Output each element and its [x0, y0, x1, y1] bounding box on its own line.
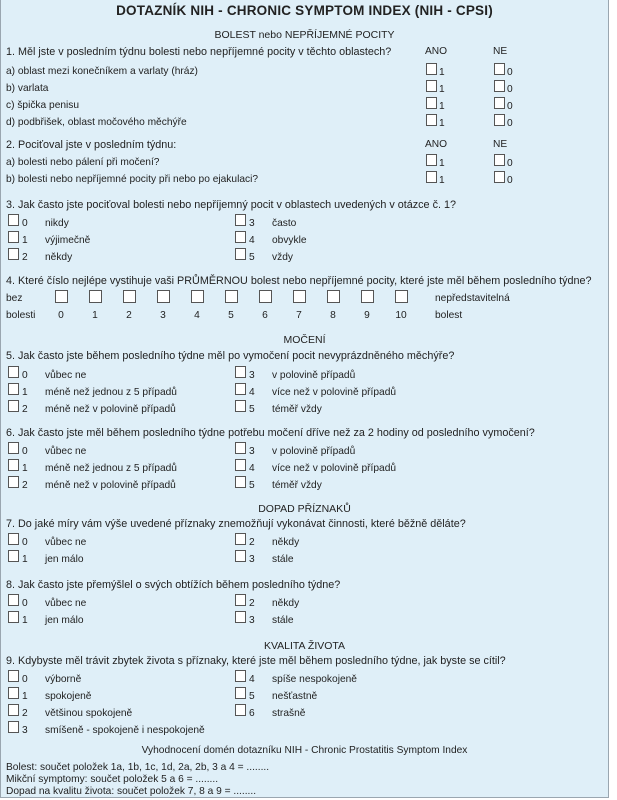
q1-no-header: NE: [493, 46, 508, 57]
q8-option-checkbox[interactable]: [235, 594, 246, 606]
q9-option-number: 2: [22, 708, 28, 719]
q8-option-number: 3: [249, 615, 255, 626]
q7-option-label: stále: [272, 554, 294, 565]
q6-option-label: méně než v polovině případů: [45, 480, 176, 491]
q1-item-yes-value: 1: [439, 67, 445, 78]
q9-option-label: spíše nespokojeně: [272, 674, 357, 685]
q6-option-label: méně než jednou z 5 případů: [45, 463, 177, 474]
q3-option-checkbox[interactable]: [8, 214, 19, 226]
q6-option-checkbox[interactable]: [8, 442, 19, 454]
q4-scale-checkbox[interactable]: [123, 290, 136, 303]
q5-option-number: 0: [22, 370, 28, 381]
q9-option-number: 1: [22, 691, 28, 702]
question-4-text: 4. Které číslo nejlépe vystihuje vaši PRŮMĚRNOU bolest nebo nepříjemné pocity, které jste měl během posledního týdne?: [6, 275, 592, 287]
q3-option-number: 2: [22, 252, 28, 263]
q7-option-label: někdy: [272, 537, 300, 548]
q9-option-checkbox[interactable]: [8, 670, 19, 682]
q3-option-label: někdy: [45, 252, 73, 263]
q8-option-label: jen málo: [45, 615, 84, 626]
q1-item-label: d) podbřišek, oblast močového měchýře: [6, 117, 187, 128]
q7-option-checkbox[interactable]: [235, 550, 246, 562]
q1-item-no-value: 0: [507, 101, 513, 112]
q3-option-number: 3: [249, 218, 255, 229]
evaluation-line-pain: Bolest: součet položek 1a, 1b, 1c, 1d, 2a, 2b, 3 a 4 = ........: [6, 762, 270, 773]
q1-item-no-checkbox[interactable]: [494, 80, 505, 92]
q5-option-number: 1: [22, 387, 28, 398]
q9-option-number: 3: [22, 725, 28, 736]
q2-item-no-checkbox[interactable]: [494, 171, 505, 183]
q5-option-label: téměř vždy: [272, 404, 322, 415]
q7-option-checkbox[interactable]: [8, 533, 19, 545]
q3-option-checkbox[interactable]: [235, 248, 246, 260]
q6-option-checkbox[interactable]: [8, 476, 19, 488]
q4-scale-checkbox[interactable]: [225, 290, 238, 303]
q9-option-number: 4: [249, 674, 255, 685]
q1-item-yes-checkbox[interactable]: [426, 97, 437, 109]
q4-scale-checkbox[interactable]: [191, 290, 204, 303]
q1-item-label: c) špička penisu: [6, 100, 80, 111]
q5-option-checkbox[interactable]: [8, 400, 19, 412]
form-title: DOTAZNÍK NIH - CHRONIC SYMPTOM INDEX (NIH - CPSI): [116, 3, 493, 18]
q4-scale-number: 0: [58, 310, 64, 321]
question-9-text: 9. Kdybyste měl trávit zbytek života s příznaky, které jste měl během posledního týdne, jak byste se cítil?: [6, 655, 506, 667]
question-7-text: 7. Do jaké míry vám výše uvedené příznaky znemožňují vykonávat činnosti, které běžně děláte?: [6, 518, 466, 530]
q4-scale-checkbox[interactable]: [259, 290, 272, 303]
q2-item-no-checkbox[interactable]: [494, 154, 505, 166]
evaluation-line-urination: Mikční symptomy: součet položek 5 a 6 = ........: [6, 774, 219, 785]
q1-item-no-value: 0: [507, 67, 513, 78]
q8-option-label: vůbec ne: [45, 598, 87, 609]
q2-item-no-value: 0: [507, 158, 513, 169]
q4-left-top-label: bez: [6, 293, 23, 304]
q5-option-label: méně než v polovině případů: [45, 404, 176, 415]
evaluation-line-quality: Dopad na kvalitu života: součet položek 7, 8 a 9 = ........: [6, 786, 257, 797]
question-8-text: 8. Jak často jste přemýšlel o svých obtížích během posledního týdne?: [6, 579, 341, 591]
q4-scale-checkbox[interactable]: [157, 290, 170, 303]
q1-item-yes-value: 1: [439, 118, 445, 129]
q4-right-bottom-label: bolest: [435, 310, 463, 321]
q1-item-label: a) oblast mezi konečníkem a varlaty (hráz): [6, 66, 198, 77]
q5-option-label: více než v polovině případů: [272, 387, 397, 398]
q5-option-checkbox[interactable]: [8, 366, 19, 378]
q4-scale-number: 3: [160, 310, 166, 321]
q4-scale-checkbox[interactable]: [361, 290, 374, 303]
q1-item-no-value: 0: [507, 84, 513, 95]
q1-item-yes-checkbox[interactable]: [426, 80, 437, 92]
q2-no-header: NE: [493, 139, 508, 150]
q6-option-label: v polovině případů: [272, 446, 356, 457]
q4-scale-checkbox[interactable]: [327, 290, 340, 303]
q8-option-checkbox[interactable]: [8, 611, 19, 623]
q5-option-checkbox[interactable]: [235, 366, 246, 378]
q5-option-number: 3: [249, 370, 255, 381]
q1-yes-header: ANO: [425, 46, 448, 57]
q5-option-checkbox[interactable]: [8, 383, 19, 395]
q1-item-yes-checkbox[interactable]: [426, 63, 437, 75]
q8-option-label: někdy: [272, 598, 300, 609]
q3-option-number: 4: [249, 235, 255, 246]
q9-option-checkbox[interactable]: [8, 721, 19, 733]
q3-option-number: 1: [22, 235, 28, 246]
q7-option-label: jen málo: [45, 554, 84, 565]
q4-scale-checkbox[interactable]: [89, 290, 102, 303]
q1-item-yes-value: 1: [439, 101, 445, 112]
evaluation-title: Vyhodnocení domén dotazníku NIH - Chronic Prostatitis Symptom Index: [141, 745, 468, 756]
q2-item-yes-checkbox[interactable]: [426, 154, 437, 166]
q6-option-checkbox[interactable]: [8, 459, 19, 471]
q3-option-checkbox[interactable]: [235, 231, 246, 243]
q1-item-label: b) varlata: [6, 83, 49, 94]
q4-scale-checkbox[interactable]: [55, 290, 68, 303]
q4-scale-number: 5: [228, 310, 234, 321]
q3-option-number: 0: [22, 218, 28, 229]
q8-option-checkbox[interactable]: [235, 611, 246, 623]
q9-option-number: 0: [22, 674, 28, 685]
q6-option-checkbox[interactable]: [235, 476, 246, 488]
q3-option-label: obvykle: [272, 235, 307, 246]
section-quality-heading: KVALITA ŽIVOTA: [263, 640, 346, 652]
q3-option-checkbox[interactable]: [235, 214, 246, 226]
q2-item-label: a) bolesti nebo pálení při močení?: [6, 157, 160, 168]
q9-option-label: většinou spokojeně: [45, 708, 133, 719]
q5-option-label: v polovině případů: [272, 370, 356, 381]
q6-option-label: téměř vždy: [272, 480, 322, 491]
q6-option-number: 4: [249, 463, 255, 474]
q5-option-label: méně než jednou z 5 případů: [45, 387, 177, 398]
question-3-text: 3. Jak často jste pociťoval bolesti nebo nepříjemný pocit v oblastech uvedených v otázce č. 1?: [6, 199, 456, 211]
q6-option-number: 2: [22, 480, 28, 491]
q2-item-yes-checkbox[interactable]: [426, 171, 437, 183]
q3-option-checkbox[interactable]: [8, 231, 19, 243]
q9-option-number: 6: [249, 708, 255, 719]
q2-item-no-value: 0: [507, 175, 513, 186]
q2-item-label: b) bolesti nebo nepříjemné pocity při nebo po ejakulaci?: [6, 174, 259, 185]
q4-scale-number: 1: [92, 310, 98, 321]
q9-option-label: strašně: [272, 708, 306, 719]
q5-option-number: 5: [249, 404, 255, 415]
q3-option-checkbox[interactable]: [8, 248, 19, 260]
q3-option-label: vždy: [272, 252, 293, 263]
q5-option-label: vůbec ne: [45, 370, 87, 381]
q4-scale-number: 4: [194, 310, 200, 321]
q7-option-number: 0: [22, 537, 28, 548]
q7-option-checkbox[interactable]: [8, 550, 19, 562]
q8-option-number: 0: [22, 598, 28, 609]
q9-option-label: smíšeně - spokojeně i nespokojeně: [45, 725, 205, 736]
q9-option-checkbox[interactable]: [235, 687, 246, 699]
q3-option-label: nikdy: [45, 218, 69, 229]
q4-scale-number: 8: [330, 310, 336, 321]
q4-scale-number: 7: [296, 310, 302, 321]
q4-scale-number: 6: [262, 310, 268, 321]
q2-yes-header: ANO: [425, 139, 448, 150]
q5-option-checkbox[interactable]: [235, 383, 246, 395]
q1-item-yes-checkbox[interactable]: [426, 114, 437, 126]
q7-option-number: 2: [249, 537, 255, 548]
q7-option-number: 3: [249, 554, 255, 565]
q3-option-number: 5: [249, 252, 255, 263]
q1-item-no-value: 0: [507, 118, 513, 129]
q5-option-number: 4: [249, 387, 255, 398]
q3-option-label: výjimečně: [45, 235, 91, 246]
q4-scale-number: 10: [395, 310, 407, 321]
q9-option-checkbox[interactable]: [8, 687, 19, 699]
section-urination-heading: MOČENÍ: [283, 334, 326, 346]
q7-option-number: 1: [22, 554, 28, 565]
q2-item-yes-value: 1: [439, 175, 445, 186]
q2-item-yes-value: 1: [439, 158, 445, 169]
q8-option-number: 1: [22, 615, 28, 626]
q9-option-checkbox[interactable]: [8, 704, 19, 716]
q3-option-label: často: [272, 218, 297, 229]
q9-option-label: spokojeně: [45, 691, 92, 702]
q8-option-checkbox[interactable]: [8, 594, 19, 606]
q5-option-checkbox[interactable]: [235, 400, 246, 412]
q1-item-no-checkbox[interactable]: [494, 114, 505, 126]
q7-option-label: vůbec ne: [45, 537, 87, 548]
q6-option-number: 0: [22, 446, 28, 457]
section-pain-heading: BOLEST nebo NEPŘÍJEMNÉ POCITY: [214, 29, 395, 41]
q9-option-label: nešťastně: [272, 691, 318, 702]
q9-option-number: 5: [249, 691, 255, 702]
q4-scale-checkbox[interactable]: [293, 290, 306, 303]
question-1-text: 1. Měl jste v posledním týdnu bolesti nebo nepříjemné pocity v těchto oblastech?: [6, 46, 392, 58]
q4-scale-number: 9: [364, 310, 370, 321]
q4-scale-checkbox[interactable]: [395, 290, 408, 303]
q4-scale-number: 2: [126, 310, 132, 321]
q6-option-label: více než v polovině případů: [272, 463, 397, 474]
q5-option-number: 2: [22, 404, 28, 415]
q7-option-checkbox[interactable]: [235, 533, 246, 545]
q6-option-checkbox[interactable]: [235, 459, 246, 471]
q4-left-bottom-label: bolesti: [6, 310, 36, 321]
q1-item-yes-value: 1: [439, 84, 445, 95]
q9-option-label: výborně: [45, 674, 82, 685]
q6-option-number: 5: [249, 480, 255, 491]
q6-option-checkbox[interactable]: [235, 442, 246, 454]
q4-right-top-label: nepředstavitelná: [435, 293, 510, 304]
q9-option-checkbox[interactable]: [235, 670, 246, 682]
q9-option-checkbox[interactable]: [235, 704, 246, 716]
q6-option-number: 3: [249, 446, 255, 457]
question-6-text: 6. Jak často jste měl během posledního týdne potřebu močení dříve než za 2 hodiny od posledního vymočení?: [6, 427, 535, 439]
question-5-text: 5. Jak často jste během posledního týdne měl po vymočení pocit nevyprázdněného měchýře?: [6, 350, 455, 362]
q1-item-no-checkbox[interactable]: [494, 63, 505, 75]
q6-option-label: vůbec ne: [45, 446, 87, 457]
q1-item-no-checkbox[interactable]: [494, 97, 505, 109]
q6-option-number: 1: [22, 463, 28, 474]
q8-option-label: stále: [272, 615, 294, 626]
section-impact-heading: DOPAD PŘÍZNAKŮ: [258, 503, 351, 515]
q8-option-number: 2: [249, 598, 255, 609]
question-2-text: 2. Pociťoval jste v posledním týdnu:: [6, 139, 177, 151]
